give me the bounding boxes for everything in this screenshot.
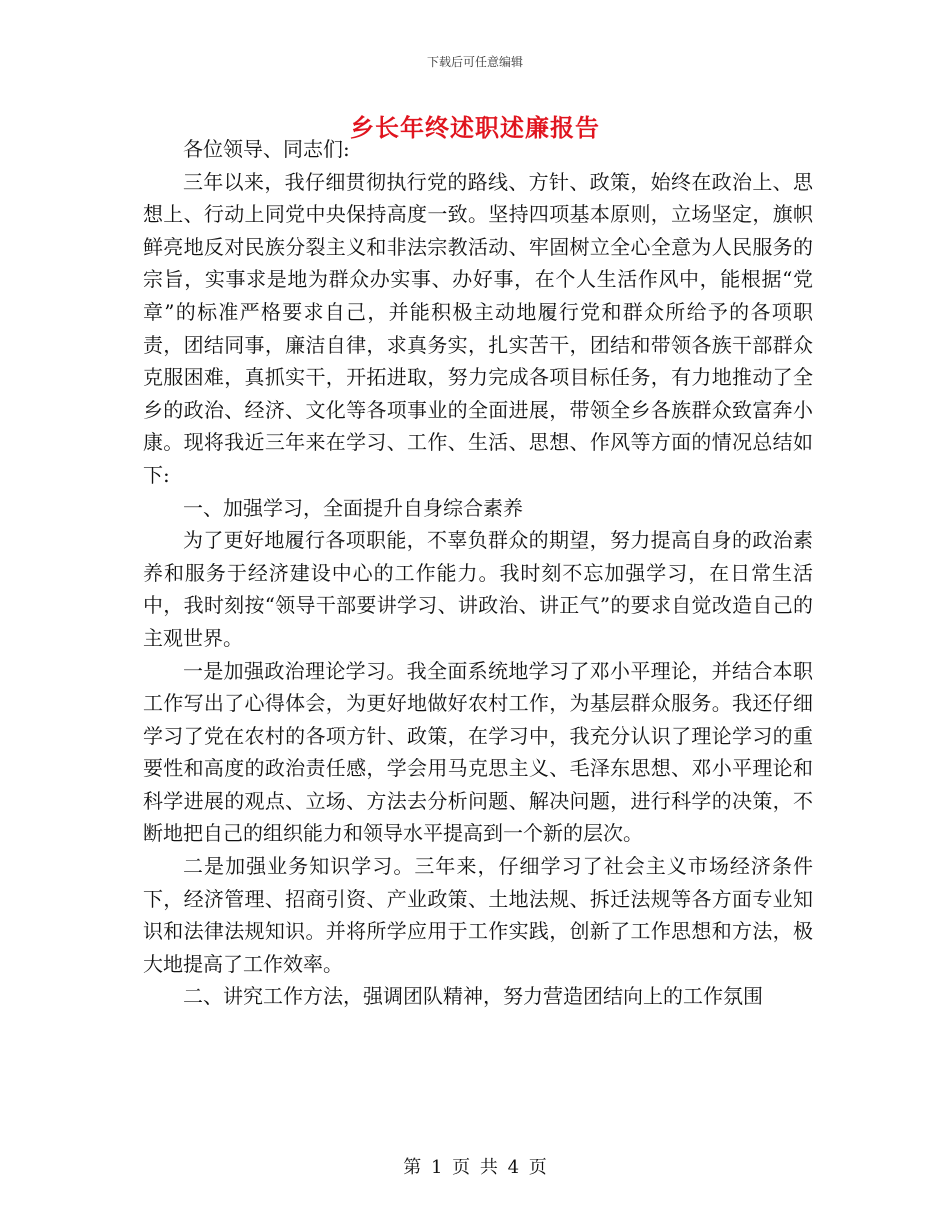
paragraph: 一是加强政治理论学习。我全面系统地学习了邓小平理论，并结合本职工作写出了心得体会，为更好地做好农村工作，为基层群众服务。我还仔细学习了党在农村的各项方针、政策，在学习中，我充分认识了理论学习的重要性和高度的政治责任感，学会用马克思主义、毛泽东思想、邓小平理论和科学进展的观点、立场、方法去分析问题、解决问题，进行科学的决策，不断地把自己的组织能力和领导水平提高到一个新的层次。 [143,658,813,846]
header-note: 下载后可任意编辑 [426,55,523,69]
paragraph: 为了更好地履行各项职能，不辜负群众的期望，努力提高自身的政治素养和服务于经济建设中心的工作能力。我时刻不忘加强学习，在日常生活中，我时刻按“领导干部要讲学习、讲政治、讲正气”的要求自觉改造自己的主观世界。 [143,528,813,650]
section-heading-1: 一、加强学习，全面提升自身综合素养 [183,495,523,520]
page-number: 第 1 页 共 4 页 [403,1157,547,1178]
paragraph-intro: 三年以来，我仔细贯彻执行党的路线、方针、政策，始终在政治上、思想上、行动上同党中央保持高度一致。坚持四项基本原则，立场坚定，旗帜鲜亮地反对民族分裂主义和非法宗教活动、牢固树立全心全意为人民服务的宗旨，实事求是地为群众办实事、办好事，在个人生活作风中，能根据“党章”的标准严格要求自己，并能积极主动地履行党和群众所给予的各项职责，团结同事，廉洁自律，求真务实，扎实苦干，团结和带领各族干部群众克服困难，真抓实干，开拓进取，努力完成各项目标任务，有力地推动了全乡的政治、经济、文化等各项事业的全面进展，带领全乡各族群众致富奔小康。现将我近三年来在学习、工作、生活、思想、作风等方面的情况总结如下: [143,169,813,487]
section-heading-2: 二、讲究工作方法，强调团队精神，努力营造团结向上的工作氛围 [183,984,763,1009]
paragraph-salutation: 各位领导、同志们: [183,137,350,161]
document-title: 乡长年终述职述廉报告 [350,113,600,142]
paragraph: 二是加强业务知识学习。三年来，仔细学习了社会主义市场经济条件下，经济管理、招商引资、产业政策、土地法规、拆迁法规等各方面专业知识和法律法规知识。并将所学应用于工作实践，创新了工作思想和方法，极大地提高了工作效率。 [143,854,813,976]
document-body [143,133,813,1013]
